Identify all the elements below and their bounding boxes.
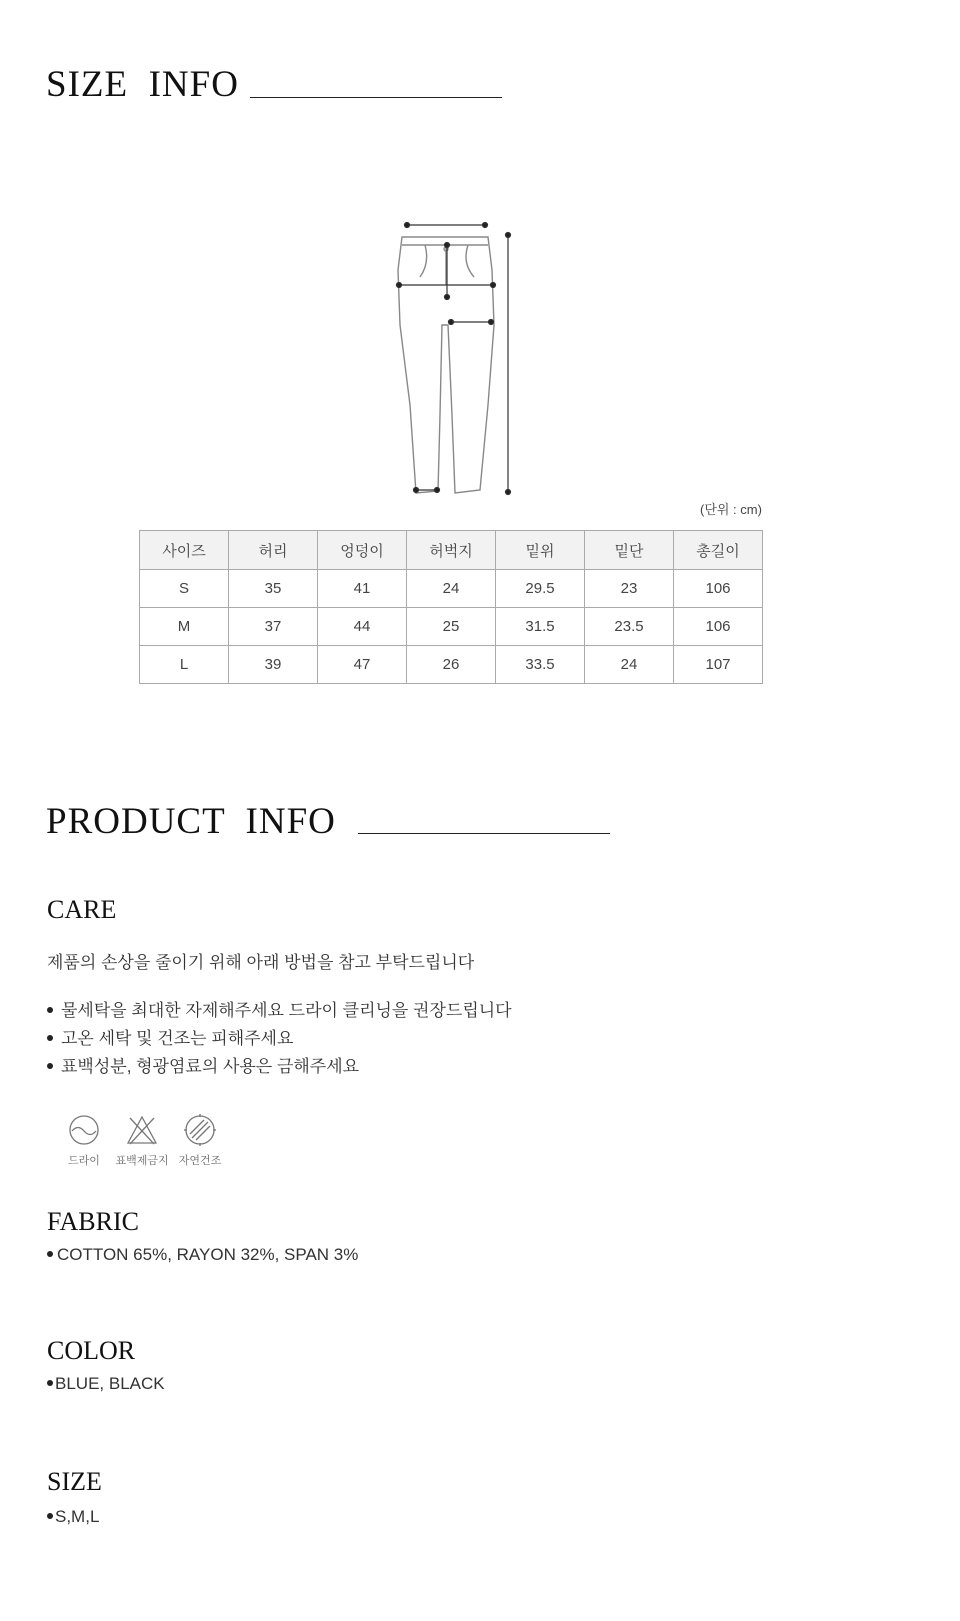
size-table-header-row	[140, 531, 763, 570]
table-cell: 31.5	[496, 608, 585, 646]
header-cell-hip: 엉덩이	[318, 531, 407, 570]
table-cell: 24	[585, 646, 674, 684]
header-cell-waist: 허리	[229, 531, 318, 570]
bullet-icon	[47, 1063, 53, 1069]
no-bleach-icon	[124, 1112, 160, 1148]
color-title: COLOR	[47, 1336, 136, 1365]
table-cell: 106	[674, 570, 763, 608]
care-icon-natural-dry	[176, 1112, 224, 1168]
size-info-title-rule	[250, 97, 502, 98]
size-text: S,M,L	[47, 1507, 99, 1527]
table-cell: 24	[407, 570, 496, 608]
care-icons	[60, 1112, 224, 1168]
header-cell-hem: 밑단	[585, 531, 674, 570]
product-info-title-rule	[358, 833, 610, 834]
bullet-icon	[47, 1513, 53, 1519]
table-cell: 23.5	[585, 608, 674, 646]
care-icon-label: 자연건조	[178, 1155, 222, 1167]
table-row	[140, 608, 763, 646]
pants-measurement-diagram	[380, 215, 530, 505]
table-row	[140, 570, 763, 608]
size-info-title: SIZE INFO	[46, 64, 239, 105]
size-title: SIZE	[47, 1467, 102, 1496]
color-text: BLUE, BLACK	[47, 1374, 165, 1394]
table-cell: 39	[229, 646, 318, 684]
table-cell: 25	[407, 608, 496, 646]
care-icon-label: 드라이	[68, 1155, 100, 1167]
table-cell: M	[140, 608, 229, 646]
dry-clean-icon	[66, 1112, 102, 1148]
header-cell-rise: 밑위	[496, 531, 585, 570]
table-cell: 37	[229, 608, 318, 646]
care-title: CARE	[47, 895, 117, 924]
table-cell: 29.5	[496, 570, 585, 608]
table-row	[140, 646, 763, 684]
unit-note: (단위 : cm)	[700, 502, 762, 517]
table-cell: 106	[674, 608, 763, 646]
bullet-icon	[47, 1380, 53, 1386]
table-cell: 107	[674, 646, 763, 684]
table-cell: 44	[318, 608, 407, 646]
size-table	[139, 530, 763, 684]
bullet-icon	[47, 1251, 53, 1257]
table-cell: S	[140, 570, 229, 608]
table-cell: 23	[585, 570, 674, 608]
header-cell-thigh: 허벅지	[407, 531, 496, 570]
care-intro: 제품의 손상을 줄이기 위해 아래 방법을 참고 부탁드립니다	[47, 953, 475, 972]
table-cell: 33.5	[496, 646, 585, 684]
product-info-title: PRODUCT INFO	[46, 801, 336, 842]
bullet-icon	[47, 1035, 53, 1041]
natural-dry-icon	[182, 1112, 218, 1148]
list-item: 물세탁을 최대한 자제해주세요 드라이 클리닝을 권장드립니다	[47, 997, 512, 1025]
table-cell: 47	[318, 646, 407, 684]
table-cell: 26	[407, 646, 496, 684]
care-icon-no-bleach	[115, 1112, 169, 1168]
table-cell: L	[140, 646, 229, 684]
header-cell-size: 사이즈	[140, 531, 229, 570]
table-cell: 35	[229, 570, 318, 608]
header-cell-length: 총길이	[674, 531, 763, 570]
care-icon-label: 표백제금지	[115, 1155, 169, 1167]
fabric-text: COTTON 65%, RAYON 32%, SPAN 3%	[47, 1245, 358, 1265]
list-item: 표백성분, 형광염료의 사용은 금해주세요	[47, 1053, 512, 1081]
care-bullet-list	[47, 997, 512, 1081]
fabric-title: FABRIC	[47, 1207, 139, 1236]
table-cell: 41	[318, 570, 407, 608]
list-item: 고온 세탁 및 건조는 피해주세요	[47, 1025, 512, 1053]
bullet-icon	[47, 1007, 53, 1013]
care-icon-dry	[60, 1112, 108, 1168]
